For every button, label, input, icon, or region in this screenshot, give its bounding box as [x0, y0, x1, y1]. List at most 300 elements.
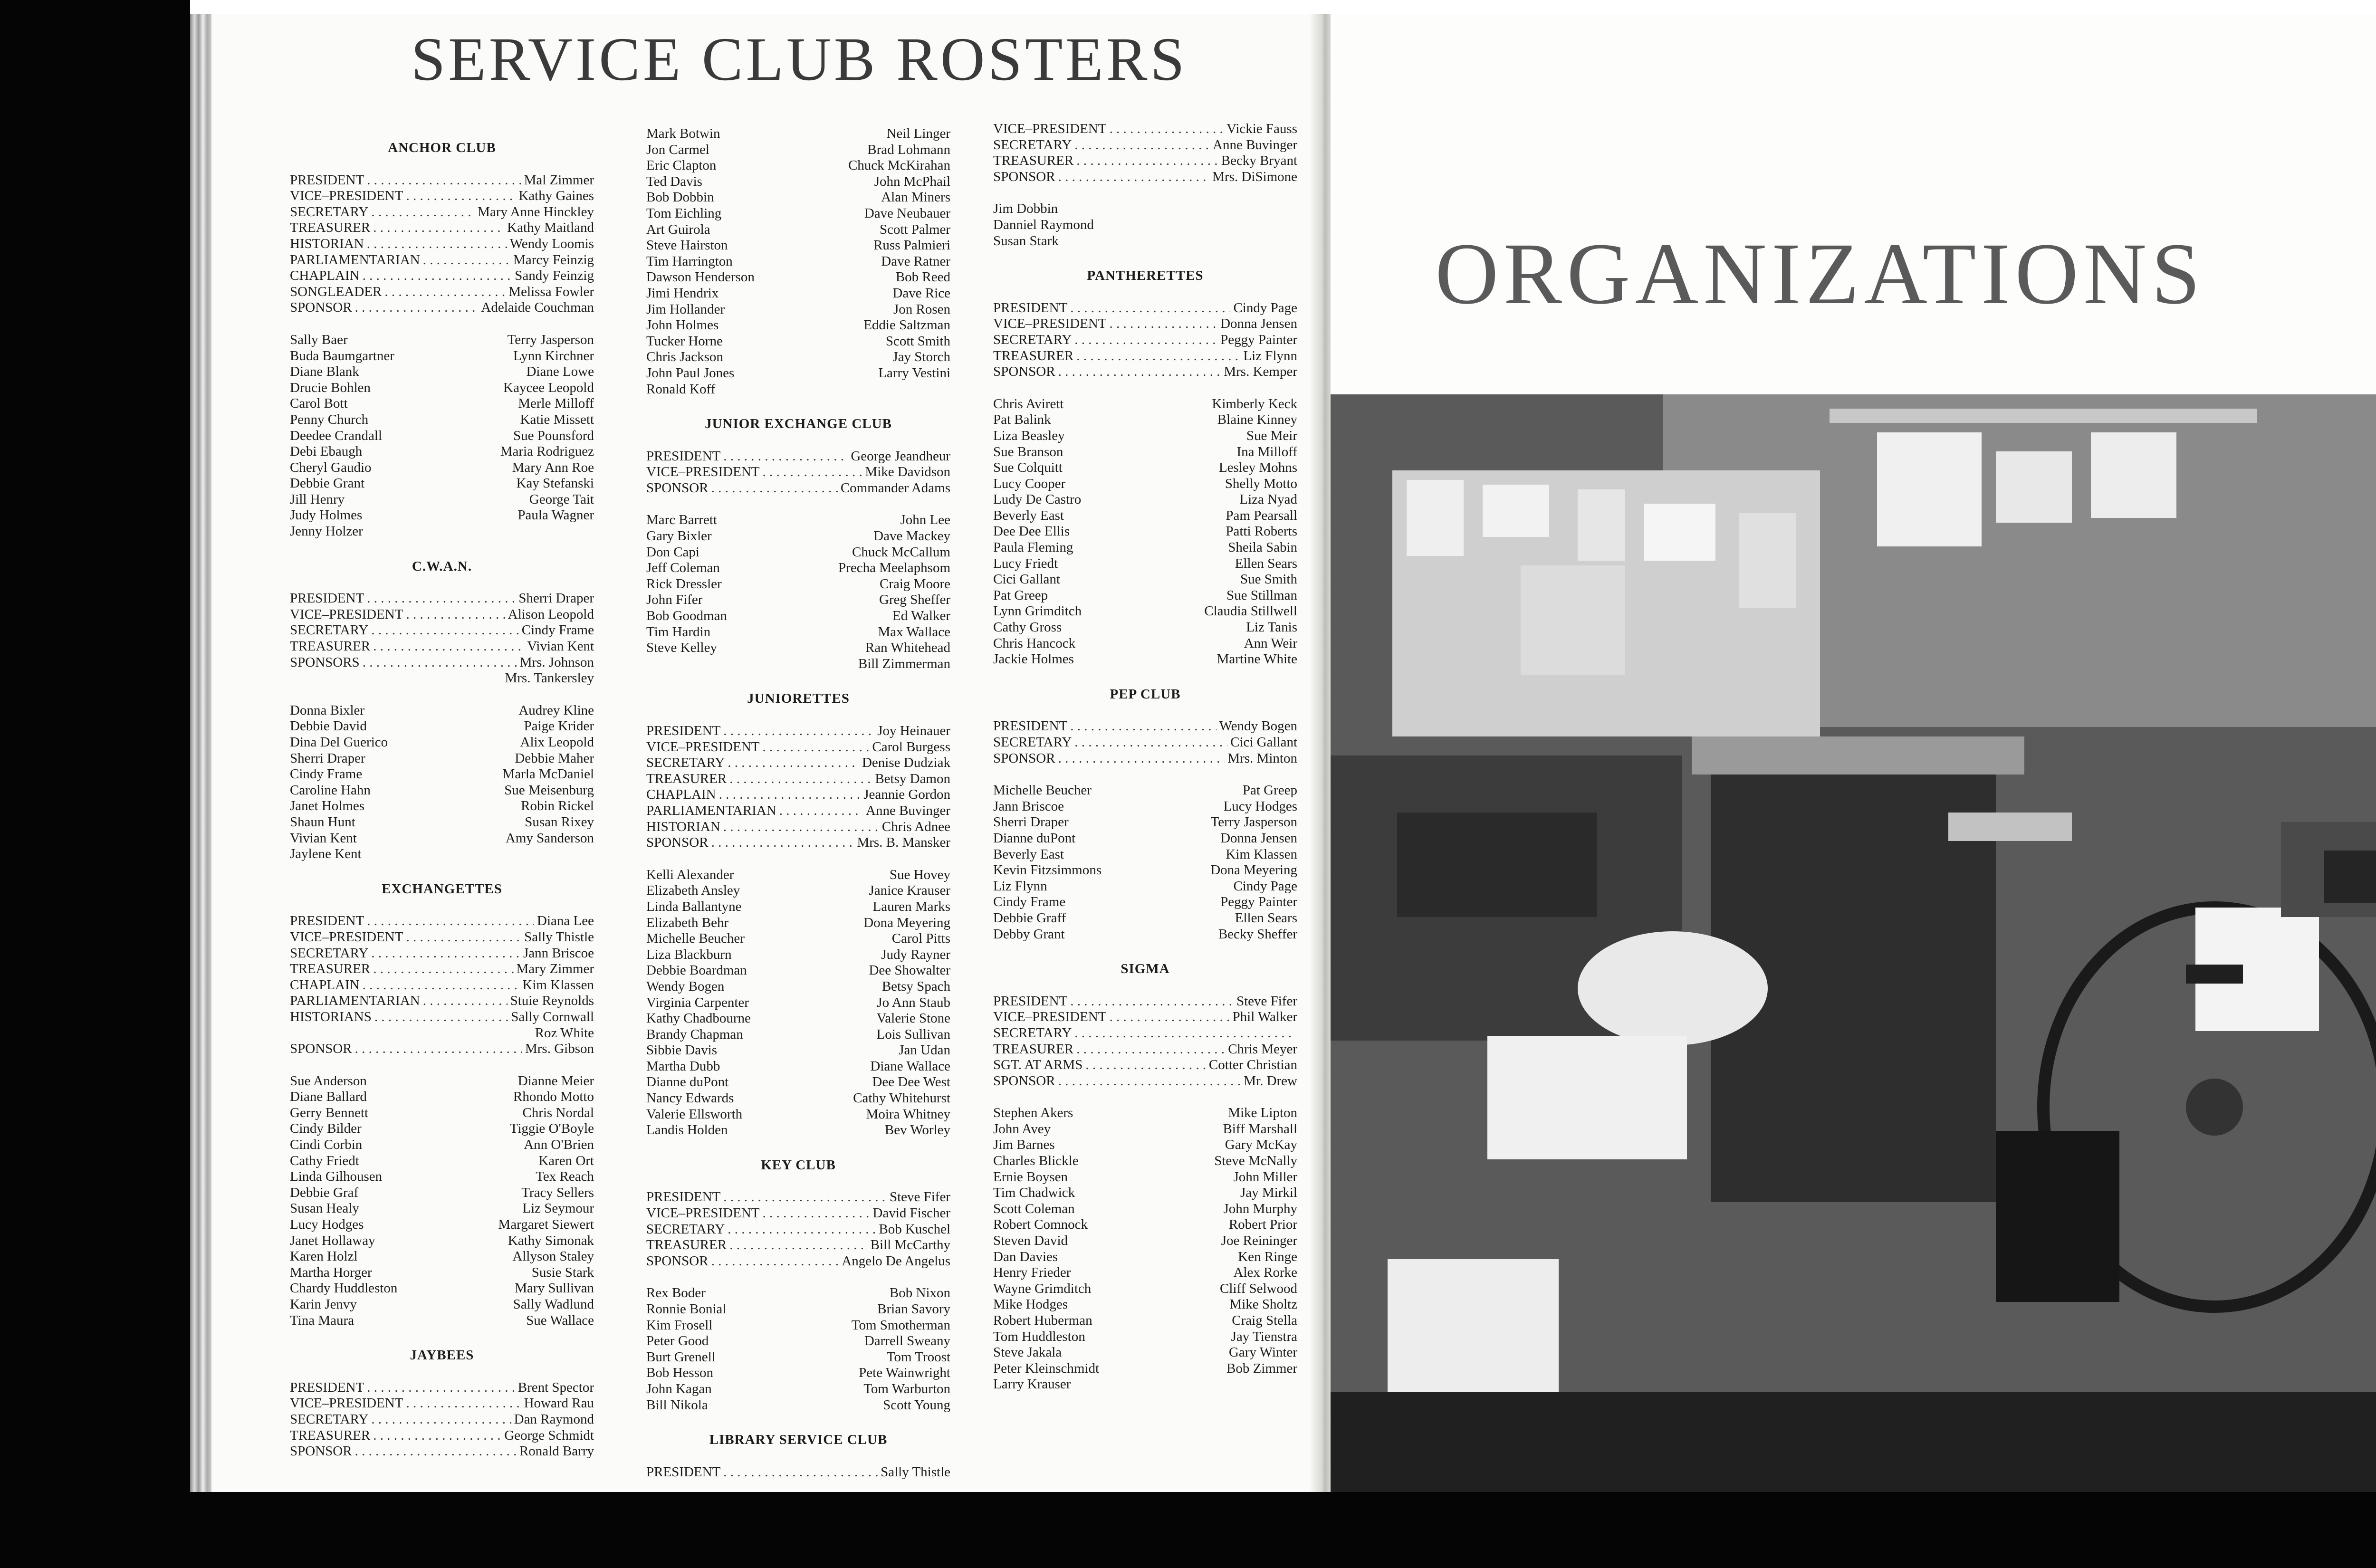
member-name: Susan Stark — [993, 233, 1059, 249]
leader-dots — [723, 819, 879, 835]
officer-role: PARLIAMENTARIAN — [290, 993, 420, 1009]
member-name: Bob Reed — [895, 269, 950, 285]
member-name: Becky Sheffer — [1218, 926, 1297, 942]
member-name: Ina Milloff — [1236, 444, 1297, 459]
member-name: Chardy Huddleston — [290, 1281, 398, 1296]
officer-role: VICE–PRESIDENT — [290, 929, 403, 945]
page-title: SERVICE CLUB ROSTERS — [411, 25, 1188, 94]
club-title: LIBRARY SERVICE CLUB — [709, 1432, 888, 1448]
leader-dots — [1076, 348, 1240, 364]
member-name: Ernie Boysen — [993, 1169, 1068, 1185]
officer-row — [646, 723, 950, 739]
member-list — [993, 396, 1297, 668]
member-name: Sibbie Davis — [646, 1042, 718, 1058]
officer-row — [290, 1444, 594, 1460]
officer-name: Kim Klassen — [522, 977, 594, 993]
member-name: Debbie Grant — [290, 476, 365, 491]
member-list-single — [993, 201, 1297, 249]
member-name: Mary Ann Roe — [512, 459, 594, 475]
leader-dots — [423, 993, 508, 1009]
leader-dots — [371, 1412, 511, 1428]
leader-dots — [406, 188, 516, 204]
leader-dots — [728, 755, 859, 771]
officer-row — [290, 1380, 594, 1396]
officer-row — [290, 284, 594, 300]
member-name: Tracy Sellers — [521, 1185, 594, 1200]
page-stack-edge — [190, 14, 211, 1492]
officer-row — [646, 480, 950, 497]
club-section — [290, 1348, 594, 1460]
member-name: Susan Rixey — [525, 814, 594, 830]
leader-dots — [729, 1237, 867, 1253]
member-name: Brian Savory — [877, 1301, 950, 1317]
officer-role: SPONSOR — [993, 364, 1055, 380]
officer-role: TREASURER — [290, 961, 371, 977]
officer-name: Mrs. Johnson — [519, 654, 594, 670]
member-name: Paula Wagner — [517, 507, 594, 523]
member-name: Wendy Bogen — [646, 978, 725, 994]
member-name: Chuck McCallum — [852, 544, 950, 560]
member-name: Jo Ann Staub — [877, 994, 950, 1010]
leader-dots — [1109, 1009, 1229, 1025]
officer-row — [993, 137, 1297, 153]
officer-name: Betsy Damon — [875, 771, 950, 786]
officer-name: Stuie Reynolds — [510, 993, 594, 1009]
member-name: Jim Dobbin — [993, 201, 1058, 217]
officer-row — [993, 994, 1297, 1010]
member-name: Marc Barrett — [646, 512, 717, 528]
member-name: Liz Tanis — [1246, 620, 1297, 635]
member-name: Audrey Kline — [518, 702, 594, 718]
officer-row — [290, 591, 594, 607]
leader-dots — [367, 236, 507, 252]
officer-row — [290, 946, 594, 962]
officer-name: Sally Thistle — [881, 1464, 950, 1480]
officer-role: SPONSOR — [646, 1253, 709, 1269]
member-name: John Lee — [900, 512, 950, 528]
member-name: Cici Gallant — [993, 572, 1060, 587]
member-name — [1150, 1377, 1297, 1393]
member-name: Maria Rodriguez — [500, 444, 594, 459]
officer-row — [646, 1253, 950, 1270]
officer-row — [290, 1396, 594, 1412]
member-name: Danniel Raymond — [993, 217, 1094, 232]
member-name: Kim Frosell — [646, 1317, 713, 1333]
member-name: Pam Pearsall — [1226, 507, 1297, 523]
officer-row — [290, 655, 594, 671]
leader-dots — [371, 946, 520, 962]
member-name: Janice Krauser — [869, 883, 950, 899]
member-name: Sue Meisenburg — [504, 782, 594, 798]
member-name: Michelle Beucher — [993, 783, 1092, 798]
member-name: Penny Church — [290, 411, 369, 427]
leader-dots — [729, 771, 872, 787]
member-name: Lynn Kirchner — [513, 348, 594, 363]
member-name: Mark Botwin — [646, 126, 720, 141]
member-name: John Avey — [993, 1121, 1051, 1137]
leader-dots — [1074, 332, 1217, 348]
member-name: Margaret Siewert — [498, 1217, 594, 1233]
member-name: Tom Eichling — [646, 205, 722, 221]
club-title: JUNIOR EXCHANGE CLUB — [705, 416, 892, 432]
officer-name: Commander Adams — [840, 480, 950, 496]
member-name: Ken Ringe — [1238, 1249, 1297, 1264]
member-name: Susie Stark — [531, 1264, 594, 1280]
member-name: Ronnie Bonial — [646, 1301, 727, 1317]
member-name: Janet Holmes — [290, 798, 365, 814]
member-name: Kaycee Leopold — [503, 380, 594, 395]
leader-dots — [371, 204, 475, 220]
member-name: Robert Prior — [1228, 1217, 1297, 1233]
leader-dots — [363, 977, 520, 994]
member-name: Cindy Frame — [993, 894, 1066, 910]
officer-row — [646, 819, 950, 835]
member-name: Valerie Ellsworth — [646, 1106, 743, 1122]
member-name: Cindi Corbin — [290, 1137, 363, 1153]
member-name: Wayne Grimditch — [993, 1281, 1092, 1296]
member-name: Ann O'Brien — [524, 1137, 594, 1153]
member-name: Chris Avirett — [993, 396, 1064, 411]
officer-role: SGT. AT ARMS — [993, 1057, 1083, 1073]
member-name: Carol Pitts — [891, 931, 950, 947]
member-name: Ann Weir — [1244, 635, 1297, 651]
left-page — [211, 14, 1323, 1492]
leader-dots — [373, 639, 524, 655]
officer-name: Joy Heinauer — [877, 723, 950, 738]
officer-row — [993, 1042, 1297, 1058]
officer-role: SPONSOR — [290, 1444, 352, 1459]
officer-role: SECRETARY — [290, 945, 369, 961]
member-name: Claudia Stillwell — [1204, 603, 1297, 619]
member-name: Cliff Selwood — [1220, 1281, 1297, 1296]
officer-row — [646, 1205, 950, 1222]
member-name: Shaun Hunt — [290, 814, 355, 830]
member-name: John McPhail — [874, 173, 950, 189]
leader-dots — [723, 1464, 878, 1481]
member-name: Larry Krauser — [993, 1377, 1071, 1392]
member-name: Jon Carmel — [646, 142, 709, 157]
member-name: Deedee Crandall — [290, 428, 383, 443]
member-name: Brad Lohmann — [867, 142, 950, 157]
leader-dots — [1074, 735, 1227, 751]
member-name: Sue Meir — [1246, 428, 1297, 443]
member-name: Paige Krider — [524, 718, 594, 734]
member-name: Beverly East — [993, 846, 1064, 862]
officer-name: Sandy Feinzig — [515, 268, 594, 284]
member-list — [290, 1073, 594, 1329]
member-name: John Holmes — [646, 317, 719, 333]
member-name: Moira Whitney — [866, 1106, 950, 1122]
member-name: Ed Walker — [892, 608, 950, 624]
member-name: Bob Goodman — [646, 608, 727, 624]
member-name: Liz Flynn — [993, 878, 1047, 894]
officer-name: Mrs. Gibson — [525, 1041, 594, 1057]
officer-name: Mary Zimmer — [516, 961, 594, 977]
member-name: Dianne duPont — [993, 830, 1076, 846]
club-section — [993, 121, 1297, 249]
roster-column-3 — [993, 121, 1297, 1393]
officer-name: Wendy Loomis — [509, 236, 594, 251]
officer-row — [993, 1073, 1297, 1090]
member-name: Dina Del Guerico — [290, 735, 388, 750]
officer-role: PRESIDENT — [290, 913, 364, 929]
officer-role: SPONSOR — [290, 1041, 352, 1057]
club-title: SIGMA — [1121, 961, 1170, 977]
officer-row — [646, 755, 950, 771]
officer-row — [290, 188, 594, 204]
club-title: EXCHANGETTES — [382, 881, 502, 897]
officer-role: SECRETARY — [290, 622, 369, 638]
member-name: Jay Tienstra — [1231, 1329, 1297, 1344]
member-name: Dave Ratner — [881, 253, 950, 269]
member-name: Sherri Draper — [290, 750, 365, 766]
officer-role: PARLIAMENTARIAN — [290, 252, 420, 268]
roster-column-1 — [290, 124, 594, 1476]
officer-row — [290, 607, 594, 623]
member-name: Bob Zimmer — [1226, 1360, 1297, 1376]
member-name: Marla McDaniel — [502, 766, 594, 782]
officer-role: PRESIDENT — [646, 1189, 721, 1205]
member-name: Alex Rorke — [1233, 1265, 1297, 1281]
officer-name: Kathy Maitland — [507, 220, 594, 236]
officer-name: Chris Meyer — [1228, 1041, 1297, 1057]
officer-list — [646, 449, 950, 497]
officer-list — [993, 121, 1297, 185]
member-name: Dan Davies — [993, 1249, 1058, 1264]
member-name: Steve Hairston — [646, 238, 728, 253]
club-section — [290, 559, 594, 862]
officer-role: VICE–PRESIDENT — [290, 188, 403, 204]
member-name: Drucie Bohlen — [290, 380, 371, 395]
member-name: Lesley Mohns — [1218, 460, 1297, 476]
member-name: Blaine Kinney — [1217, 412, 1297, 428]
officer-name: Cindy Page — [1233, 300, 1297, 316]
officer-row — [290, 1009, 594, 1025]
member-name: Jaylene Kent — [290, 846, 362, 862]
officer-role: SPONSOR — [646, 835, 709, 851]
member-list — [993, 1105, 1297, 1393]
member-name: Precha Meelaphsom — [838, 560, 950, 576]
member-name: Jon Rosen — [893, 301, 950, 317]
member-name: Cindy Bilder — [290, 1121, 362, 1137]
member-name: Beverly East — [993, 507, 1064, 523]
leader-dots — [355, 300, 479, 316]
leader-dots — [367, 591, 516, 607]
member-name: Dona Meyering — [863, 915, 950, 930]
officer-role: HISTORIAN — [290, 236, 364, 251]
member-list — [993, 783, 1297, 942]
club-section — [993, 268, 1297, 668]
member-name: Landis Holden — [646, 1122, 728, 1138]
leader-dots — [762, 1205, 870, 1222]
member-name: Sally Baer — [290, 332, 348, 347]
club-title: C.W.A.N. — [412, 558, 472, 574]
member-name: Alix Leopold — [520, 735, 594, 750]
officer-role: SPONSOR — [993, 750, 1055, 766]
member-name — [447, 524, 594, 540]
member-name: Elizabeth Ansley — [646, 883, 740, 899]
officer-name: Cindy Frame — [521, 622, 594, 638]
officer-role: SECRETARY — [993, 137, 1072, 153]
member-name: Greg Sheffer — [879, 592, 950, 608]
officer-row — [993, 718, 1297, 735]
member-name: Debbie Graf — [290, 1185, 359, 1200]
member-name: Steven David — [993, 1233, 1068, 1249]
officer-role: HISTORIANS — [290, 1009, 372, 1024]
member-name: Sue Pounsford — [513, 428, 594, 443]
officer-list — [290, 591, 594, 687]
member-name: Kevin Fitzsimmons — [993, 862, 1102, 878]
member-name: Lois Sullivan — [876, 1026, 950, 1042]
member-name: Tim Chadwick — [993, 1185, 1075, 1201]
officer-row — [993, 1025, 1297, 1042]
officer-name: Bill McCarthy — [870, 1237, 950, 1253]
member-name: Mike Hodges — [993, 1297, 1068, 1312]
leader-dots — [1070, 300, 1230, 316]
member-name: Allyson Staley — [512, 1249, 594, 1264]
member-name: Martha Dubb — [646, 1058, 720, 1074]
officer-row — [290, 204, 594, 220]
officer-role: SPONSORS — [290, 654, 360, 670]
officer-role: PRESIDENT — [646, 1464, 721, 1480]
member-name: Diane Ballard — [290, 1089, 367, 1105]
member-name: Cathy Friedt — [290, 1153, 359, 1168]
member-name: Max Wallace — [878, 624, 950, 640]
officer-role: VICE–PRESIDENT — [290, 1396, 403, 1411]
member-name: Burt Grenell — [646, 1349, 716, 1365]
officer-role: PARLIAMENTARIAN — [646, 803, 776, 818]
member-name: Linda Gilhousen — [290, 1169, 383, 1185]
officer-row — [646, 739, 950, 755]
member-name: Cindy Frame — [290, 766, 363, 782]
member-list — [290, 703, 594, 862]
member-name: Debbie David — [290, 718, 367, 734]
member-name: Steve McNally — [1214, 1153, 1297, 1169]
member-name: Sherri Draper — [993, 814, 1069, 830]
club-title: PEP CLUB — [1110, 686, 1181, 702]
officer-name: Mrs. Minton — [1227, 750, 1297, 766]
officer-name: Kathy Gaines — [518, 188, 594, 204]
club-title: PANTHERETTES — [1087, 268, 1204, 284]
officer-name: Mrs. B. Mansker — [857, 835, 950, 851]
club-section — [646, 1432, 950, 1480]
member-name: Jeff Coleman — [646, 560, 720, 576]
leader-dots — [711, 480, 838, 497]
officer-name: Carol Burgess — [872, 739, 950, 755]
leader-dots — [355, 1444, 517, 1460]
officer-role: SECRETARY — [993, 1025, 1072, 1041]
officer-role: PRESIDENT — [993, 993, 1068, 1009]
member-name: Jann Briscoe — [993, 798, 1064, 814]
officer-name-continued: Mrs. Tankersley — [505, 670, 594, 686]
leader-dots — [1076, 153, 1218, 169]
officer-list — [993, 994, 1297, 1090]
officer-row — [993, 348, 1297, 364]
leader-dots — [711, 1253, 839, 1270]
officer-name: Cici Gallant — [1230, 735, 1297, 750]
right-page — [1331, 14, 2376, 1492]
leader-dots — [367, 172, 521, 189]
member-name: Kimberly Keck — [1212, 396, 1297, 411]
officer-row — [993, 735, 1297, 751]
officer-name: Brent Spector — [517, 1379, 594, 1395]
member-list — [646, 1285, 950, 1413]
member-name: Terry Jasperson — [507, 332, 594, 347]
member-name: Bob Nixon — [889, 1285, 950, 1301]
officer-row — [993, 121, 1297, 137]
member-name: Ellen Sears — [1235, 910, 1297, 926]
member-name: Sheila Sabin — [1228, 540, 1297, 555]
member-name: Chris Nordal — [522, 1105, 594, 1120]
officer-role: CHAPLAIN — [290, 268, 360, 284]
member-name: Ted Davis — [646, 173, 702, 189]
member-name: Chris Hancock — [993, 635, 1076, 651]
officer-name: Sally Thistle — [524, 929, 594, 945]
member-name: Eddie Saltzman — [863, 317, 950, 333]
officer-row — [646, 449, 950, 465]
member-name: Lucy Hodges — [1223, 798, 1297, 814]
member-list — [646, 512, 950, 672]
member-name: Tom Smotherman — [851, 1317, 950, 1333]
officer-role: SECRETARY — [646, 1221, 725, 1237]
member-name: Kim Klassen — [1226, 846, 1297, 862]
scan-background-left — [0, 0, 190, 1568]
officer-name: Howard Rau — [524, 1396, 594, 1411]
officer-role: TREASURER — [993, 153, 1074, 169]
officer-row — [290, 913, 594, 929]
club-section — [993, 687, 1297, 942]
member-name: Jim Hollander — [646, 301, 725, 317]
officer-name: Ronald Barry — [519, 1444, 594, 1459]
club-section — [993, 961, 1297, 1393]
officer-role: PRESIDENT — [993, 718, 1068, 734]
member-name: Donna Bixler — [290, 702, 365, 718]
officer-row — [290, 220, 594, 236]
officer-list — [993, 300, 1297, 380]
member-name: Pat Greep — [993, 587, 1048, 603]
member-name: Dee Showalter — [869, 963, 950, 978]
officer-role: TREASURER — [993, 348, 1074, 363]
officer-row — [646, 787, 950, 803]
member-name: Judy Rayner — [881, 947, 950, 962]
leader-dots — [1074, 1025, 1294, 1042]
officer-role: SECRETARY — [290, 204, 369, 220]
leader-dots — [1109, 121, 1224, 137]
member-name: Dave Neubauer — [864, 205, 950, 221]
leader-dots — [371, 622, 518, 639]
officer-row — [290, 1412, 594, 1428]
member-name: Bev Worley — [884, 1122, 950, 1138]
officer-name: Mal Zimmer — [524, 172, 594, 188]
officer-name: Marcy Feinzig — [513, 252, 594, 268]
member-name: Sue Wallace — [526, 1312, 594, 1328]
member-name: Tucker Horne — [646, 333, 723, 349]
officer-name: Dan Raymond — [514, 1411, 594, 1427]
officer-role: SPONSOR — [993, 1073, 1055, 1089]
member-name: Terry Jasperson — [1210, 814, 1297, 830]
member-name: Sally Wadlund — [513, 1297, 594, 1312]
officer-name: Anne Buvinger — [1213, 137, 1297, 153]
member-name: Tom Troost — [886, 1349, 950, 1365]
member-list — [646, 867, 950, 1138]
member-name: Virginia Carpenter — [646, 994, 749, 1010]
member-name: Mary Sullivan — [515, 1281, 594, 1296]
member-name: Chuck McKirahan — [848, 158, 950, 173]
officer-role: PRESIDENT — [646, 448, 721, 464]
member-name: Biff Marshall — [1223, 1121, 1297, 1137]
member-name: Jay Storch — [892, 349, 950, 365]
leader-dots — [384, 284, 506, 300]
